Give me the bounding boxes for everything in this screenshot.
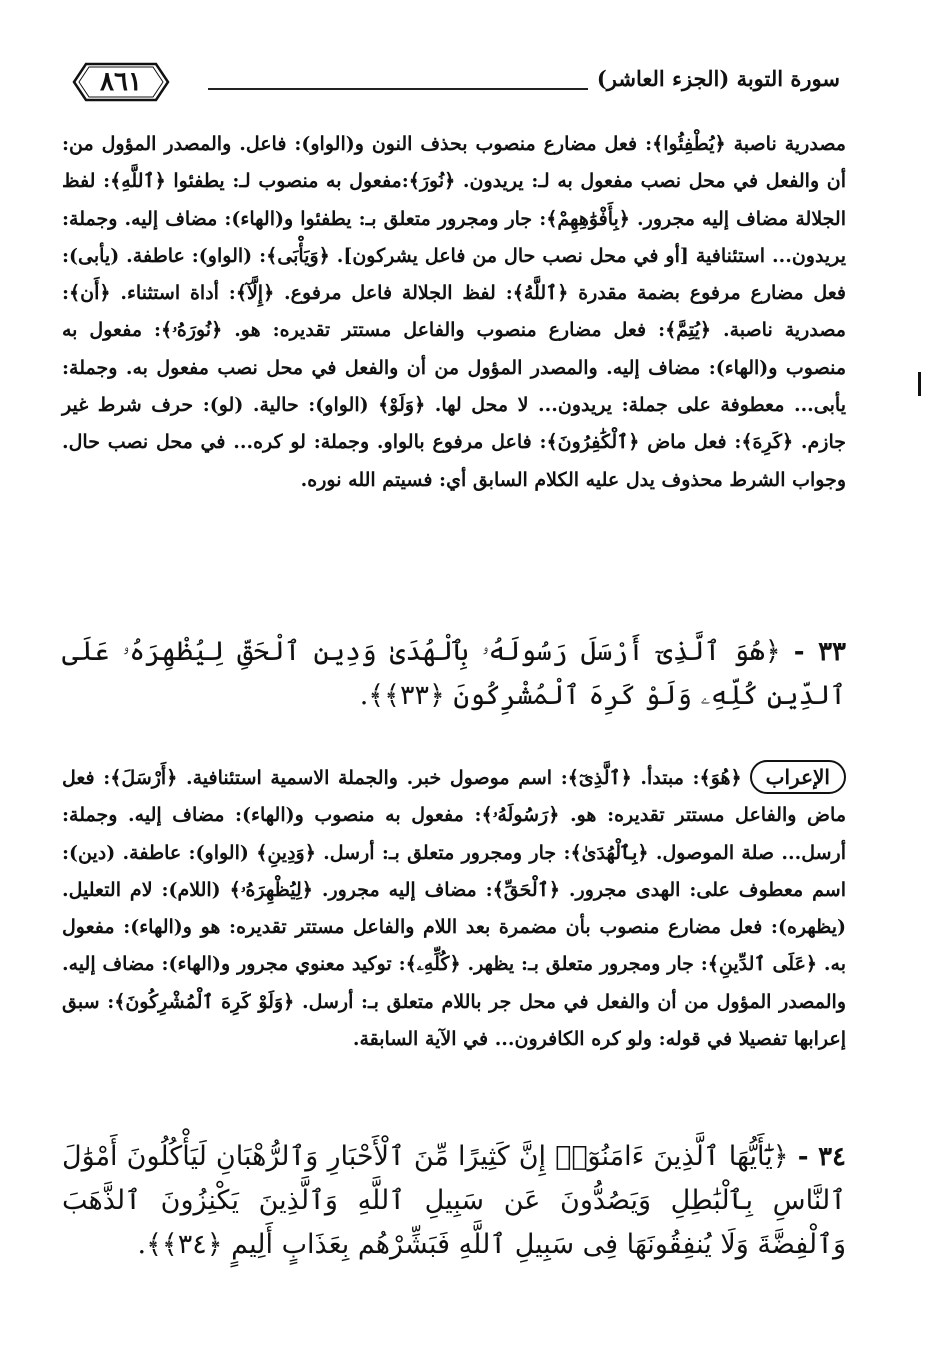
page-number: ٨٦١ [100,67,142,97]
commentary-paragraph-2 [62,760,846,1058]
verse-33-number: ٣٣ - [793,637,846,667]
commentary-paragraph-1 [62,126,846,499]
verse-34-text: ﴿يَٰٓأَيُّهَا ٱلَّذِينَ ءَامَنُوٓا۟ إِنَّ كَثِيرًا مِّنَ ٱلْأَحْبَارِ وَٱلرُّهْبَانِ لَيَأْكُلُونَ أَمْوَٰلَ ٱلنَّاسِ بِٱلْبَٰطِلِ وَيَصُدُّونَ عَن سَبِيلِ ٱللَّهِ وَٱلَّذِينَ يَكْنِزُونَ ٱلذَّهَبَ وَٱلْفِضَّةَ وَلَا يُنفِقُونَهَا فِى سَبِيلِ ٱللَّهِ فَبَشِّرْهُم بِعَذَابٍ أَلِيمٍ ﴿٣٤﴾﴾. [62,1141,846,1260]
page-header [60,62,850,112]
verse-34-number: ٣٤ - [797,1142,846,1172]
verse-34 [62,1135,846,1267]
commentary-text-1: مصدرية ناصبة ﴿يُطْفِئُوا﴾: فعل مضارع منصوب بحذف النون و(الواو): فاعل. والمصدر المؤول من: أن والفعل في محل نصب مفعول به لـ: يريدون. ﴿نُورَ﴾:مفعول به منصوب لـ: يطفئوا ﴿ٱللَّهِ﴾: لفظ الجلالة مضاف إليه مجرور. ﴿بِأَفْوَٰهِهِمْ﴾: جار ومجرور متعلق بـ: يطفئوا و(الهاء): مضاف إليه. وجملة: يريدون... استئنافية [أو في محل نصب حال من فاعل يشركون]. ﴿وَيَأْبَى﴾: (الواو): عاطفة. (يأبى): فعل مضارع مرفوع بضمة مقدرة ﴿ٱللَّهُ﴾: لفظ الجلالة فاعل مرفوع. ﴿إِلَّآ﴾: أداة استثناء. ﴿أَن﴾: مصدرية ناصبة. ﴿يُتِمَّ﴾: فعل مضارع منصوب والفاعل مستتر تقديره: هو. ﴿نُورَهُۥ﴾: مفعول به منصوب و(الهاء): مضاف إليه. والمصدر المؤول من أن والفعل في محل نصب مفعول به. وجملة: يأبى... معطوفة على جملة: يريدون... لا محل لها. ﴿وَلَوْ﴾ (الواو): حالية. (لو): حرف شرط غير جازم. ﴿كَرِهَ﴾: فعل ماض ﴿ٱلْكَٰفِرُونَ﴾: فاعل مرفوع بالواو. وجملة: لو كره... في محل نصب حال. وجواب الشرط محذوف يدل عليه الكلام السابق أي: فسيتم الله نوره. [62,133,846,491]
verse-33 [62,630,846,718]
irab-badge: الإعراب [750,760,846,794]
commentary-text-2: ﴿هُوَ﴾: مبتدأ. ﴿ٱلَّذِىٓ﴾: اسم موصول خبر. والجملة الاسمية استئنافية. ﴿أَرْسَلَ﴾: فعل ماض والفاعل مستتر تقديره: هو. ﴿رَسُولَهُۥ﴾: مفعول به منصوب و(الهاء): مضاف إليه. وجملة: أرسل... صلة الموصول. ﴿بِٱلْهُدَىٰ﴾: جار ومجرور متعلق بـ: أرسل. ﴿وَدِينِ﴾ (الواو): عاطفة. (دين): اسم معطوف على: الهدى مجرور. ﴿ٱلْحَقِّ﴾: مضاف إليه مجرور. ﴿لِيُظْهِرَهُۥ﴾ (اللام): لام التعليل. (يظهره): فعل مضارع منصوب بأن مضمرة بعد اللام والفاعل مستتر تقديره: هو و(الهاء): مفعول به. ﴿عَلَى ٱلدِّينِ﴾: جار ومجرور متعلق بـ: يظهر. ﴿كُلِّهِۦ﴾: توكيد معنوي مجرور و(الهاء): مضاف إليه. والمصدر المؤول من أن والفعل في محل جر باللام متعلق بـ: أرسل. ﴿وَلَوْ كَرِهَ ٱلْمُشْرِكُونَ﴾: سبق إعرابها تفصيلا في قوله: ولو كره الكافرون... في الآية السابقة. [62,767,846,1051]
header-rule [208,88,588,90]
verse-33-line [62,630,846,718]
verse-33-text: ﴿هُوَ ٱلَّذِىٓ أَرْسَلَ رَسُولَهُۥ بِٱلْهُدَىٰ وَدِينِ ٱلْحَقِّ لِيُظْهِرَهُۥ عَلَى ٱلدِّينِ كُلِّهِۦ وَلَوْ كَرِهَ ٱلْمُشْرِكُونَ ﴿٣٣﴾﴾. [62,636,846,711]
page-number-frame [72,62,170,102]
page-title: سورة التوبة (الجزء العاشر) [596,66,840,91]
verse-34-line [62,1135,846,1267]
margin-mark [918,372,921,396]
commentary-text-2-line [62,760,846,1058]
